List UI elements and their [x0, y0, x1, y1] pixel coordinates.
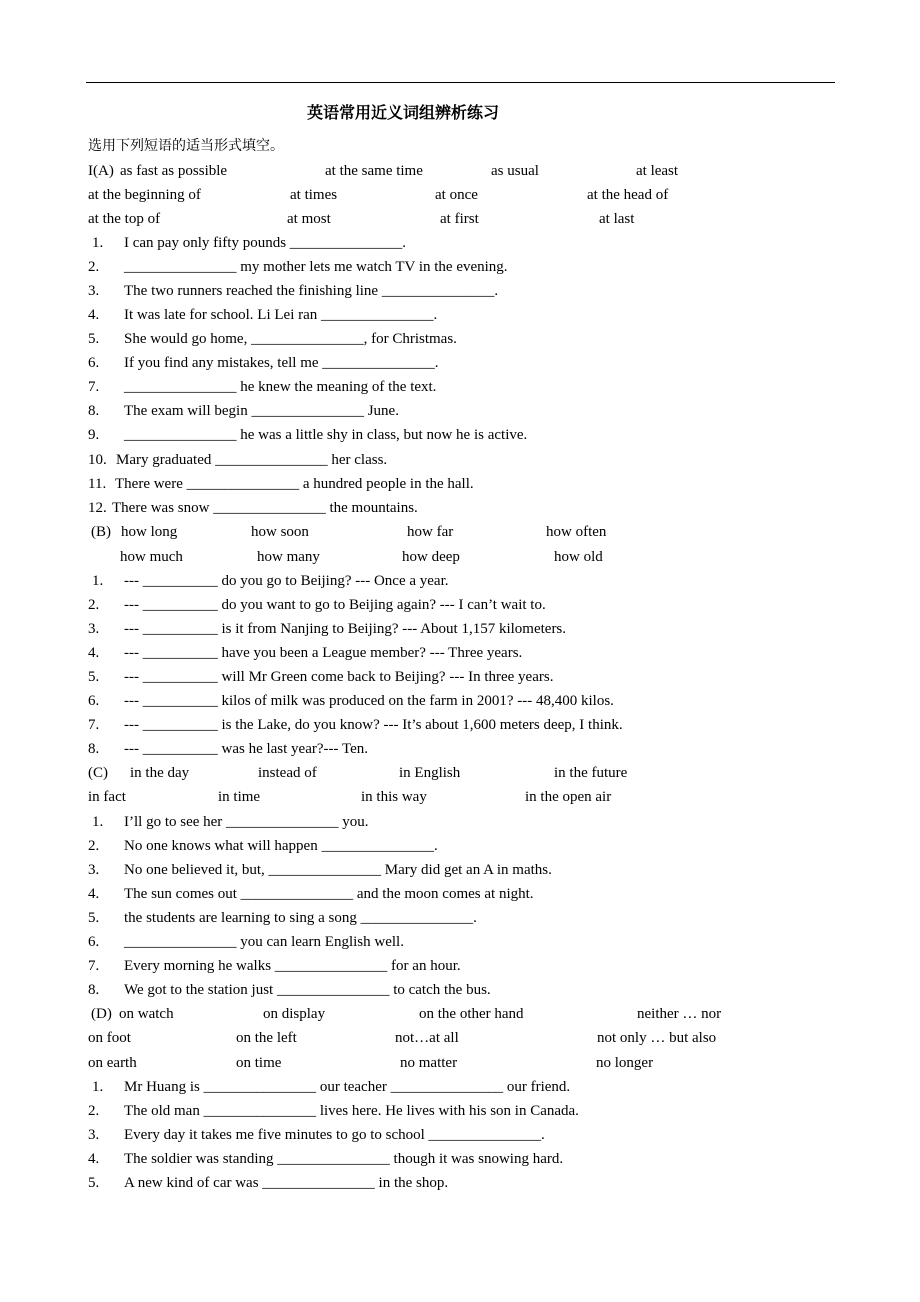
question-number: 11.: [88, 476, 107, 492]
phrase: not only … but also: [597, 1030, 717, 1046]
question: [88, 1077, 868, 1097]
question-text: No one knows what will happen _______________.: [124, 838, 438, 854]
question-text: She would go home, _______________, for Christmas.: [124, 331, 457, 347]
phrase-row: [88, 547, 868, 567]
question: [88, 956, 868, 976]
question-text: the students are learning to sing a song _______________.: [124, 910, 477, 926]
question-number: 4.: [88, 886, 100, 902]
phrase: in English: [399, 765, 461, 781]
question: [88, 836, 868, 856]
phrase-row: [88, 161, 868, 181]
phrase: how old: [554, 549, 603, 565]
phrase: in the open air: [525, 789, 612, 805]
question: [88, 595, 868, 615]
phrase: in time: [218, 789, 261, 805]
question-number: 1.: [92, 573, 104, 589]
question: [88, 860, 868, 880]
question-number: 5.: [88, 669, 100, 685]
question: [88, 257, 868, 277]
phrase: neither … nor: [637, 1006, 722, 1022]
question-number: 5.: [88, 910, 100, 926]
question: [88, 980, 868, 1000]
question-text: I’ll go to see her _______________ you.: [124, 814, 369, 830]
question-number: 1.: [92, 1079, 104, 1095]
question-number: 1.: [92, 814, 104, 830]
question-number: 2.: [88, 1103, 100, 1119]
page-title: 英语常用近义词组辨析练习: [306, 103, 499, 122]
phrase: on the left: [236, 1030, 297, 1046]
phrase: instead of: [258, 765, 317, 781]
question: [88, 233, 868, 253]
question-text: --- __________ will Mr Green come back to Beijing? --- In three years.: [124, 669, 554, 685]
question-number: 3.: [88, 862, 100, 878]
phrase-row: [88, 1004, 868, 1024]
question: [88, 281, 868, 301]
question-number: 5.: [88, 1175, 100, 1191]
section-label: (D): [91, 1006, 112, 1022]
question-number: 4.: [88, 1151, 100, 1167]
question-text: The exam will begin _______________ June.: [124, 403, 399, 419]
question: [88, 353, 868, 373]
question-number: 3.: [88, 621, 100, 637]
phrase-row: [88, 185, 868, 205]
question: [88, 619, 868, 639]
phrase: as usual: [491, 163, 539, 179]
question-number: 10.: [88, 452, 107, 468]
question-number: 4.: [88, 645, 100, 661]
phrase: how far: [407, 524, 454, 540]
phrase: on watch: [119, 1006, 174, 1022]
phrase: at the head of: [587, 187, 669, 203]
question-number: 8.: [88, 741, 100, 757]
question: [88, 571, 868, 591]
phrase: at least: [636, 163, 679, 179]
question-number: 5.: [88, 331, 100, 347]
question-text: _______________ you can learn English well.: [124, 934, 404, 950]
question-text: Mr Huang is _______________ our teacher _______________ our friend.: [124, 1079, 571, 1095]
question-number: 2.: [88, 259, 100, 275]
question-text: Every day it takes me five minutes to go to school _______________.: [124, 1127, 545, 1143]
phrase: at times: [290, 187, 338, 203]
phrase: how soon: [251, 524, 309, 540]
question-number: 6.: [88, 693, 100, 709]
phrase: how many: [257, 549, 320, 565]
question-text: --- __________ was he last year?--- Ten.: [124, 741, 369, 757]
question: [88, 667, 868, 687]
question: [88, 932, 868, 952]
phrase: at the beginning of: [88, 187, 201, 203]
phrase: on the other hand: [419, 1006, 524, 1022]
phrase-row: [88, 209, 868, 229]
question: [88, 329, 868, 349]
question-number: 3.: [88, 283, 100, 299]
phrase: on display: [263, 1006, 326, 1022]
phrase: how much: [120, 549, 183, 565]
phrase-row: [88, 763, 868, 783]
question-number: 6.: [88, 355, 100, 371]
question-number: 6.: [88, 934, 100, 950]
question-number: 9.: [88, 427, 100, 443]
phrase: on time: [236, 1055, 282, 1071]
question-number: 1.: [92, 235, 104, 251]
question: [88, 739, 868, 759]
question: [88, 1125, 868, 1145]
question-text: --- __________ kilos of milk was produced on the farm in 2001? --- 48,400 kilos.: [124, 693, 614, 709]
question: [88, 1101, 868, 1121]
question: [88, 305, 868, 325]
question: [88, 377, 868, 397]
question-text: There were _______________ a hundred people in the hall.: [115, 476, 474, 492]
phrase: in the day: [130, 765, 190, 781]
question: [88, 450, 868, 470]
question-text: We got to the station just _______________ to catch the bus.: [124, 982, 491, 998]
question-text: --- __________ do you go to Beijing? --- Once a year.: [124, 573, 449, 589]
phrase: at first: [440, 211, 479, 227]
question: [88, 908, 868, 928]
question-number: 7.: [88, 717, 100, 733]
question: [88, 474, 868, 494]
question-text: --- __________ do you want to go to Beijing again? --- I can’t wait to.: [124, 597, 546, 613]
phrase: at most: [287, 211, 331, 227]
phrase: how deep: [402, 549, 460, 565]
section-label: (C): [88, 765, 108, 781]
question: [88, 1173, 868, 1193]
instruction: 选用下列短语的适当形式填空。: [88, 138, 284, 154]
question-text: The old man _______________ lives here. He lives with his son in Canada.: [124, 1103, 579, 1119]
section-label: (B): [91, 524, 111, 540]
phrase: as fast as possible: [120, 163, 228, 179]
question-text: --- __________ is it from Nanjing to Beijing? --- About 1,157 kilometers.: [124, 621, 567, 637]
phrase: at the top of: [88, 211, 161, 227]
question-number: 2.: [88, 838, 100, 854]
question-text: _______________ he was a little shy in class, but now he is active.: [124, 427, 528, 443]
question-text: The sun comes out _______________ and the moon comes at night.: [124, 886, 534, 902]
question: [88, 401, 868, 421]
question-text: Mary graduated _______________ her class.: [116, 452, 388, 468]
phrase: how often: [546, 524, 607, 540]
question-number: 8.: [88, 982, 100, 998]
top-rule: [86, 82, 835, 83]
question-number: 2.: [88, 597, 100, 613]
question-text: There was snow _______________ the mountains.: [112, 500, 418, 516]
question-text: A new kind of car was _______________ in the shop.: [124, 1175, 449, 1191]
question: [88, 884, 868, 904]
phrase: no longer: [596, 1055, 654, 1071]
question-text: I can pay only fifty pounds _______________.: [124, 235, 407, 251]
question-number: 4.: [88, 307, 100, 323]
question: [88, 691, 868, 711]
question-text: --- __________ have you been a League member? --- Three years.: [124, 645, 523, 661]
phrase: not…at all: [395, 1030, 459, 1046]
phrase: in fact: [88, 789, 126, 805]
section-label: I(A): [88, 163, 114, 179]
phrase-row: [88, 1053, 868, 1073]
phrase-row: [88, 1028, 868, 1048]
question-text: _______________ my mother lets me watch TV in the evening.: [124, 259, 508, 275]
phrase: no matter: [400, 1055, 458, 1071]
question-text: The two runners reached the finishing line _______________.: [124, 283, 499, 299]
question-text: No one believed it, but, _______________ Mary did get an A in maths.: [124, 862, 552, 878]
question-number: 3.: [88, 1127, 100, 1143]
phrase: at once: [435, 187, 478, 203]
question-text: --- __________ is the Lake, do you know? --- It’s about 1,600 meters deep, I think.: [124, 717, 623, 733]
phrase-row: [88, 787, 868, 807]
phrase: at last: [599, 211, 635, 227]
question-text: _______________ he knew the meaning of the text.: [124, 379, 437, 395]
question-text: The soldier was standing _______________ though it was snowing hard.: [124, 1151, 564, 1167]
question: [88, 498, 868, 518]
phrase: at the same time: [325, 163, 423, 179]
phrase: on foot: [88, 1030, 131, 1046]
question: [88, 425, 868, 445]
question-text: Every morning he walks _______________ for an hour.: [124, 958, 461, 974]
question-number: 7.: [88, 379, 100, 395]
question-number: 12.: [88, 500, 107, 516]
phrase: in this way: [361, 789, 427, 805]
phrase: in the future: [554, 765, 628, 781]
question-number: 7.: [88, 958, 100, 974]
question: [88, 1149, 868, 1169]
phrase-row: [88, 522, 868, 542]
question-text: If you find any mistakes, tell me _______________.: [124, 355, 439, 371]
question-text: It was late for school. Li Lei ran _______________.: [124, 307, 438, 323]
question: [88, 643, 868, 663]
phrase: on earth: [88, 1055, 137, 1071]
question: [88, 715, 868, 735]
question: [88, 812, 868, 832]
question-number: 8.: [88, 403, 100, 419]
phrase: how long: [121, 524, 178, 540]
